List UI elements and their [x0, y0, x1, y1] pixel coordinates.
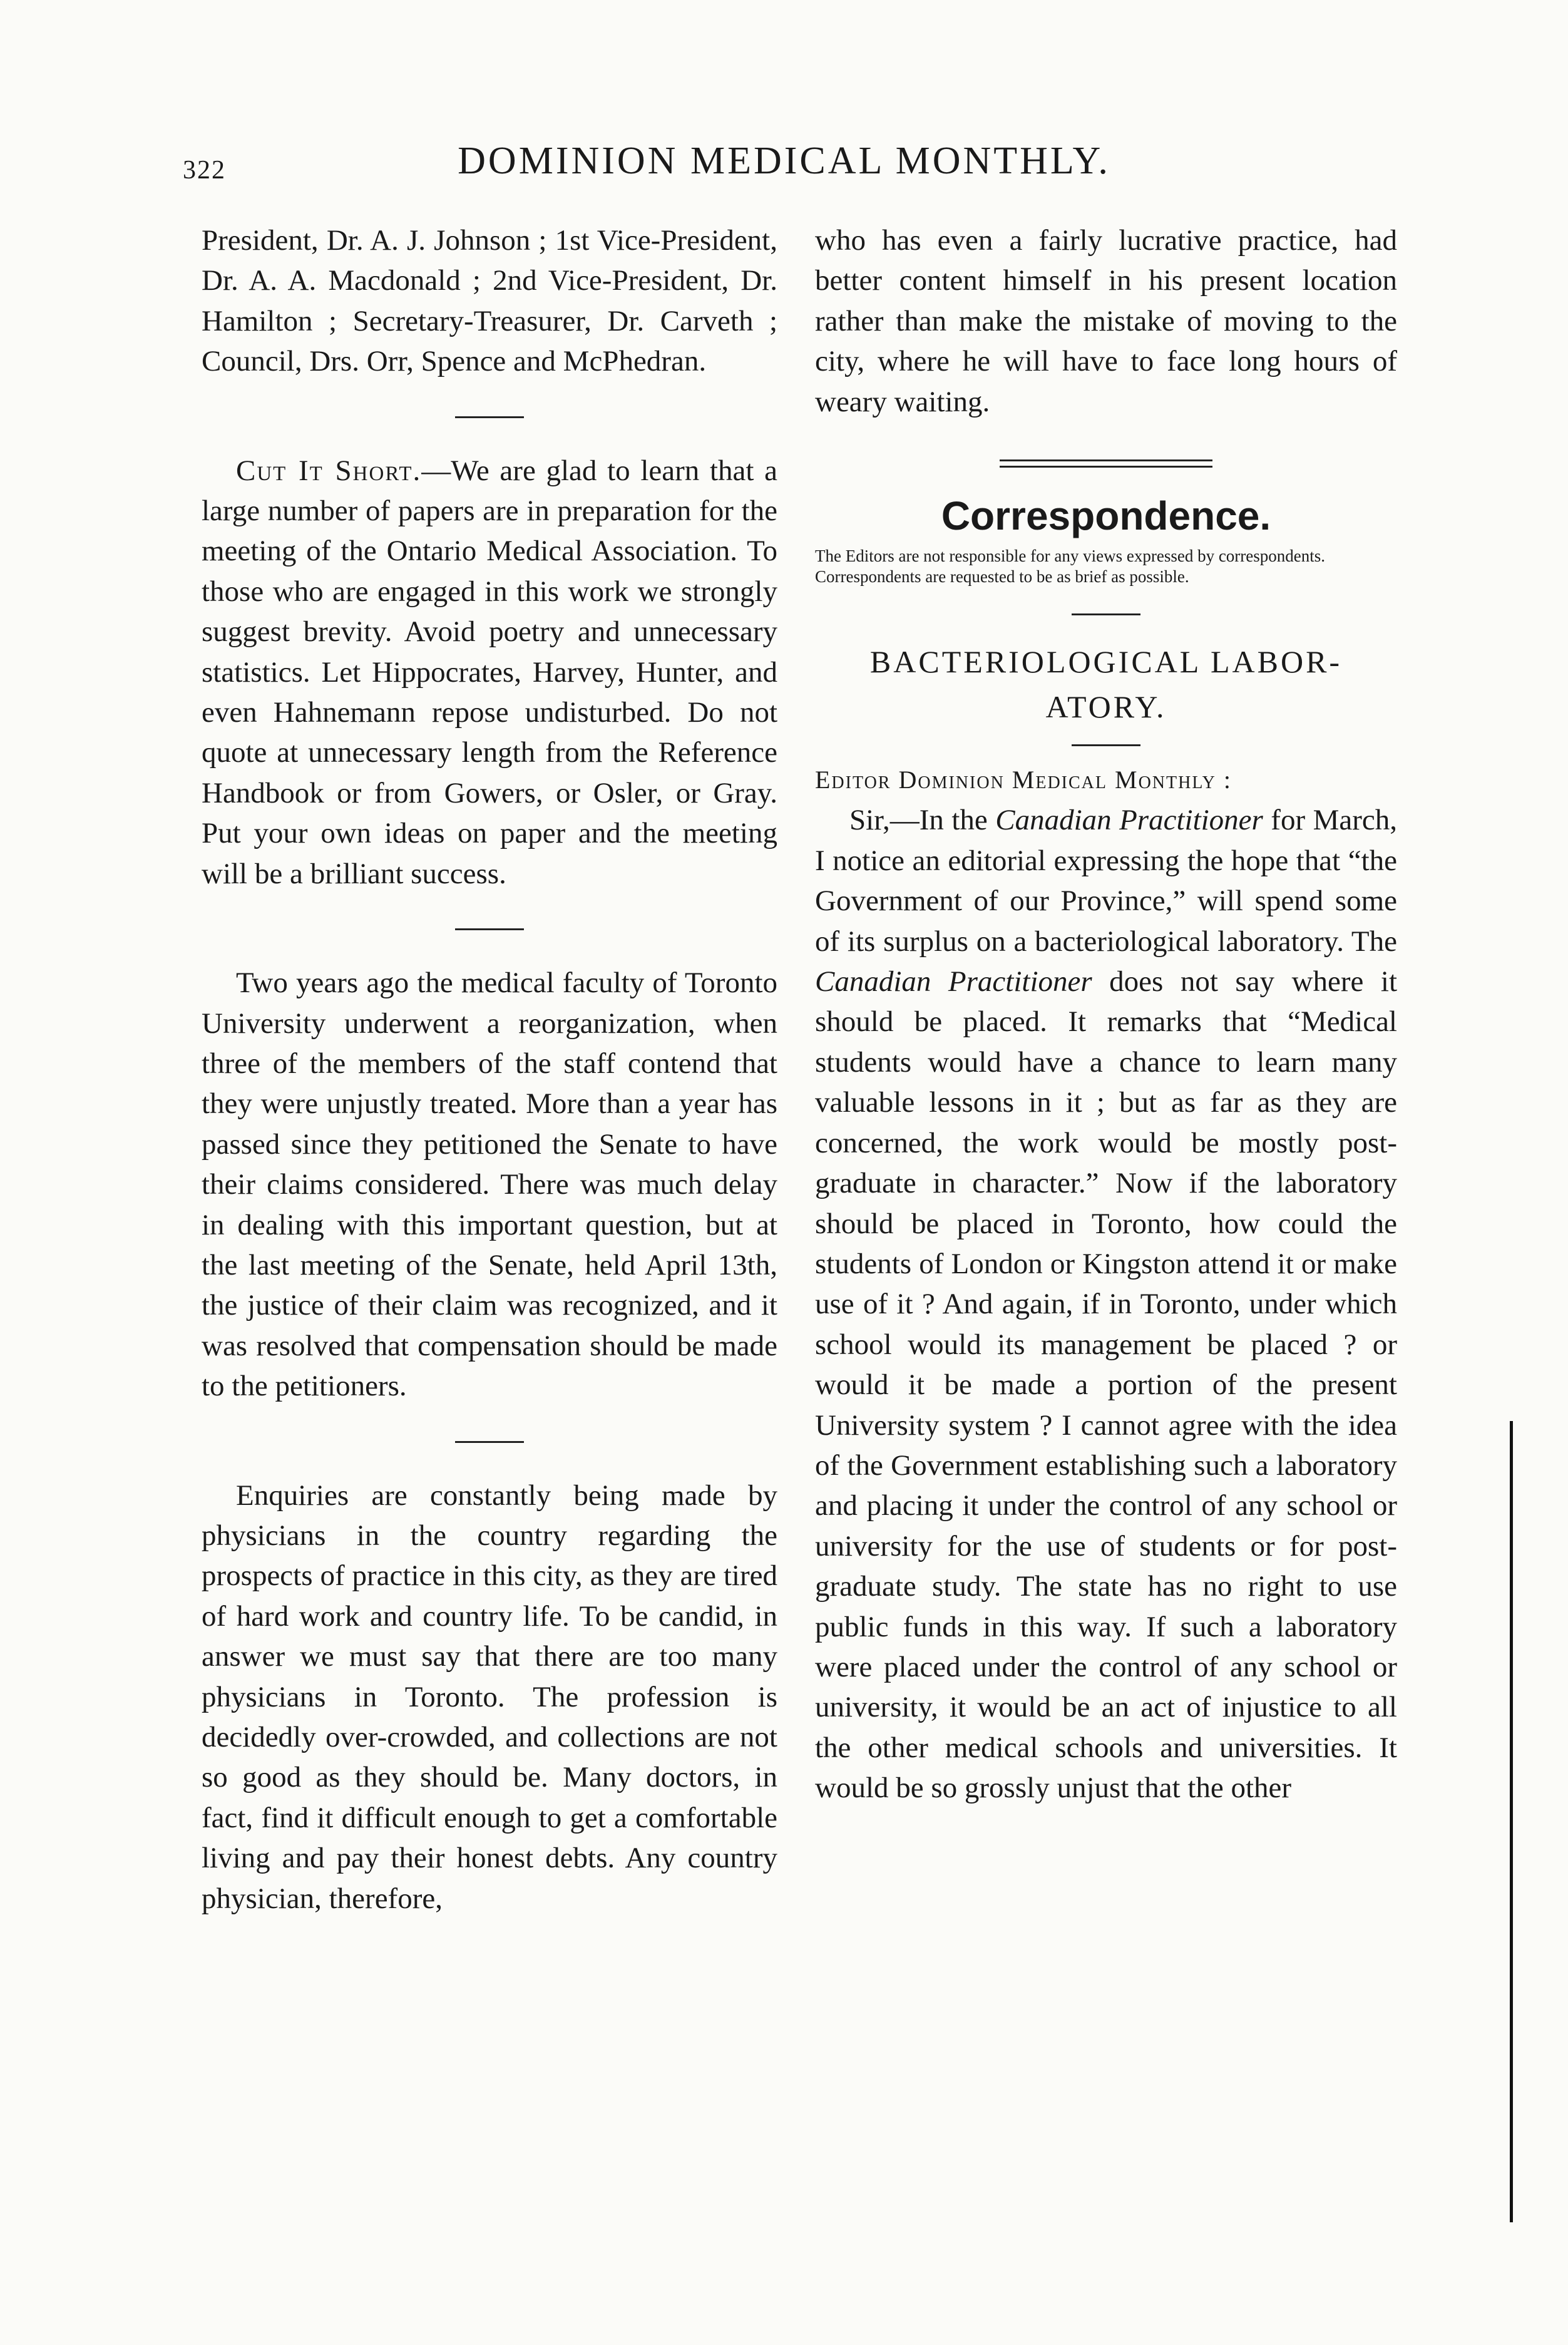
article-title-line-1: BACTERIOLOGICAL LABOR-: [869, 644, 1343, 680]
editors-notice: The Editors are not responsible for any views expressed by correspondents.: [815, 546, 1326, 566]
letter-text: does not say where it should be placed. It remarks that “Medical students would have a chance to learn many valuable lessons in it ; but as far as they are concerned, the work would be mostly post-graduate in character.” Now if the laboratory should be placed in Toronto, how could the students of London or Kingston attend it or make use of it ? And again, if in Toronto, under which school would its management be placed ? or would it be made a portion of the present University system ? I cannot agree with the idea of the Government establishing such a laboratory and placing it under the control of any school or university for the use of students or for post-graduate study. The state has no right to use public funds in this way. If such a laboratory were placed under the control of any school or university, it would be an act of injustice to all the other medical schools and universities. It would be so grossly unjust that the other: [815, 965, 1398, 1805]
journal-title: Canadian Practitioner: [995, 804, 1263, 837]
cut-it-short-paragraph: [202, 451, 777, 894]
correspondents-notice: Correspondents are requested to be as brief as possible.: [815, 567, 1189, 587]
right-column: [815, 220, 1397, 1809]
margin-scan-line: [1510, 1421, 1513, 2222]
article-title-line-2: ATORY.: [1045, 689, 1167, 725]
left-column: [202, 220, 777, 1919]
letter-body: [815, 800, 1397, 1808]
cut-it-short-body: —We are glad to learn that a large number of papers are in preparation for the meeting of the Ontario Medical Association. To those who are engaged in this work we strongly suggest brevity. Avoid poetry and unnecessary statistics. Let Hippocrates, Harvey, Hunter, and even Hahnemann repose undisturbed. Do not quote at unnecessary length from the Reference Handbook or from Gowers, or Osler, or Gray. Put your own ideas on paper and the meeting will be a brilliant success.: [202, 454, 778, 890]
continuation-paragraph: who has even a fairly lucrative practice, had better content himself in his present location rather than make the mistake of moving to the city, where he will have to face long hours of weary waiting.: [815, 224, 1397, 418]
double-rule-divider: [1000, 459, 1212, 468]
enquiries-paragraph: Enquiries are constantly being made by physicians in the country regarding the prospects of practice in this city, as they are tired of hard work and country life. To be candid, in answer we must say that there are too many physicians in Toronto. The profession is decidedly over-crowded, and collections are not so good as they should be. Many doctors, in fact, find it difficult enough to get a comfortable living and pay their honest debts. Any country physician, therefore,: [202, 1479, 777, 1915]
cut-it-short-heading: Cut It Short.: [236, 454, 422, 487]
officers-paragraph: President, Dr. A. J. Johnson ; 1st Vice-President, Dr. A. A. Macdonald ; 2nd Vice-President, Dr. Hamilton ; Secretary-Treasurer, Dr. Carveth ; Council, Drs. Orr, Spence and McPhedran.: [202, 224, 777, 378]
page-number: 322: [183, 156, 226, 185]
correspondence-heading: Correspondence.: [941, 493, 1271, 539]
letter-addressee: Editor Dominion Medical Monthly :: [815, 766, 1232, 794]
running-head: DOMINION MEDICAL MONTHLY.: [458, 140, 1110, 182]
letter-text: for March, I notice an editorial expressing the hope that “the Government of our Province,” will spend some of its surplus on a bacteriological laboratory. The: [815, 804, 1397, 958]
letter-text: Sir,—In the: [849, 804, 996, 837]
faculty-paragraph: Two years ago the medical faculty of Toronto University underwent a reorganization, when three of the members of the staff contend that they were unjustly treated. More than a year has passed since they petitioned the Senate to have their claims considered. There was much delay in dealing with this important question, but at the last meeting of the Senate, held April 13th, the justice of their claim was recognized, and it was resolved that compensation should be made to the petitioners.: [202, 967, 777, 1403]
journal-title: Canadian Practitioner: [815, 965, 1092, 998]
